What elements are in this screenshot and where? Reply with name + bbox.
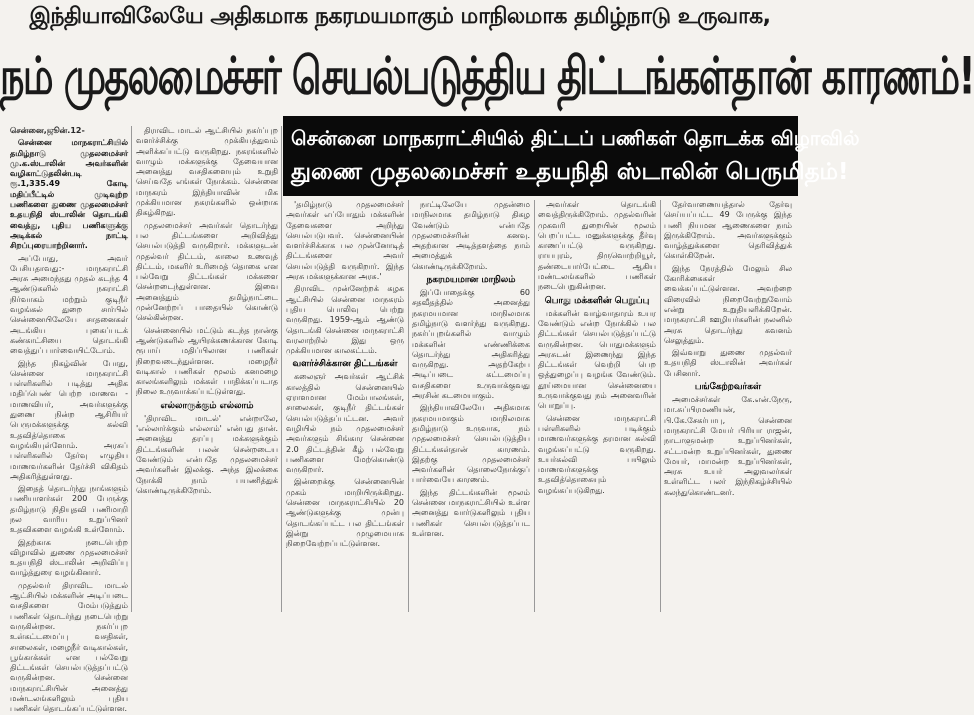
subheadline-line-2: துணை முதலமைச்சர் உதயநிதி ஸ்டாலின் பெருமிதம்! [291, 159, 849, 185]
article-column-6 [664, 200, 792, 614]
headline-kicker: இந்தியாவிலேயே அதிகமாக நகரமயமாகும் மாநிலமாக தமிழ்நாடு உருவாக, [29, 4, 771, 29]
article-column-1 [10, 126, 128, 714]
article-paragraph: திராவிட மாடல் ஆட்சியில் நகர்ப்புற வளர்ச்சிக்கு முக்கியத்துவம் அளிக்கப்பட்டு வருகிறது. நகரங்களில் வாழும் மக்களுக்கு தேவையான அனைத்து வசதிகளையும் உறுதி செய்வதே எங்கள் நோக்கம். சென்னை மாநகரம் இந்தியாவின் மிக முக்கியமான நகரங்களில் ஒன்றாக திகழ்கிறது. [136, 126, 278, 218]
article-paragraph: அப்போது, அவர் பேசியதாவது:- மாநகராட்சி அரசு அமைந்தது முதல் கடந்த 4 ஆண்டுகளில் நகராட்சி நிர்வாகம் மற்றும் குடிநீர் வழங்கல் துறை சார்பில் சென்னையிலேயே சாதனைகள் அடங்கிய புகைப்படக் கண்காட்சியை தொடங்கி வைத்துப் பார்வையிட்டோம். [10, 253, 128, 356]
article-column-4 [412, 200, 530, 614]
article-paragraph: இப்போதைக்கு 60 சதவீதத்தில் அனைத்து நகரமயமான மாநிலமாக தமிழ்நாடு வளர்ந்து வருகிறது. நகர்ப்புறங்களில் வாழும் மக்களின் எண்ணிக்கை தொடர்ந்து அதிகரித்து வருகிறது. அதற்கேற்ப அடிப்படை கட்டமைப்பு வசதிகளை உருவாக்குவது அரசின் கடமையாகும். [412, 288, 530, 401]
article-column-5 [538, 200, 656, 614]
article-paragraph: சென்னையில் மட்டும் கடந்த நான்கு ஆண்டுகளில் ஆயிரக்கணக்கான கோடி ரூபாய் மதிப்பிலான பணிகள் நிறைவடைந்துள்ளன. மழைநீர் வடிகால் பணிகள் மூலம் கனமழை காலங்களிலும் மக்கள் பாதிக்கப்படாத நிலை உருவாக்கப்பட்டுள்ளது. [136, 325, 278, 397]
column-divider [534, 200, 535, 612]
article-paragraph: இவ்வாறு துணை முதல்வர் உதயநிதி ஸ்டாலின் அவர்கள் பேசினார். [664, 348, 792, 378]
article-column-2 [136, 126, 278, 614]
article-paragraph: 'திராவிட மாடல்' என்றாலே, 'எல்லார்க்கும் எல்லாம்' என்பது தான். அனைத்து தரப்பு மக்களுக்கும் திட்டங்களின் பலன் சென்றடைய வேண்டும் என்பதே முதலமைச்சர் அவர்களின் இலக்கு. அந்த இலக்கை நோக்கி நாம் பயணித்துக் கொண்டிருக்கிறோம். [136, 413, 278, 495]
article-paragraph: தேர்வாணையத்தால் தேர்வு செய்யப்பட்ட 49 பேருக்கு இந்த பணி நியமன ஆணைகளை நாம் இருக்கிறோம். அவர்களுக்கும் வாழ்த்துக்களை தெரிவித்துக் கொள்கிறேன். [664, 200, 792, 261]
main-headline: நம் முதலமைச்சர் செயல்படுத்திய திட்டங்கள்தான் காரணம்! [0, 46, 974, 106]
column-divider [281, 126, 282, 612]
article-paragraph: இந்த திட்டங்களின் மூலம் சென்னை மாநகராட்சியில் உள்ள அனைத்து வார்டுகளிலும் புதிய பணிகள் செயல்படுத்தப்பட உள்ளன. [412, 487, 530, 538]
article-paragraph: இந்த நிகழ்வின் போது, சென்னை மாநகராட்சி பள்ளிகளில் படித்து அதிக மதிப்பெண் பெற்ற மாணவ - மாணவியர், அவர்களுக்கு துணை நின்ற ஆசிரியர் பெருமக்களுக்கு கல்வி உதவித்தொகை வழங்கியுள்ளோம். அரசுப் பள்ளிகளில் தேர்வு எழுதிய மாணவர்களின் தேர்ச்சி விகிதம் அதிகரித்துள்ளது. [10, 358, 128, 481]
subheadline-box [283, 116, 860, 196]
article-paragraph: நாட்டிலேயே முதன்மை மாநிலமாக தமிழ்நாடு திகழ வேண்டும் என்பதே முதலமைச்சரின் கனவு. அதற்கான அடித்தளத்தை நாம் அமைத்துக் கொண்டிருக்கிறோம். [412, 200, 530, 271]
article-paragraph: அமைச்சர்கள் கே.என்.நேரு, மா.சுப்பிரமணியன், பி.கே.சேகர்பாபு, சென்னை மாநகராட்சி மேயர் பிரியா ராஜன், நாடாளுமன்ற உறுப்பினர்கள், சட்டமன்ற உறுப்பினர்கள், துணை மேயர், மாமன்ற உறுப்பினர்கள், அரசு உயர் அலுவலர்கள் உள்ளிட்ட பலர் இந்நிகழ்ச்சியில் கலந்துகொண்டனர். [664, 395, 792, 497]
article-subheading: எல்லாருக்கும் எல்லாம் [160, 400, 254, 411]
subheadline-line-1: சென்னை மாநகராட்சியில் திட்டப் பணிகள் தொடக்க விழாவில் [291, 126, 860, 150]
article-paragraph: கலைஞர் அவர்கள் ஆட்சிக் காலத்தில் சென்னையில் ஏராளமான மேம்பாலங்கள், சாலைகள், குடிநீர் திட்டங்கள் செயல்படுத்தப்பட்டன. அவர் வழியில் நம் முதலமைச்சர் அவர்களும் சிங்கார சென்னை 2.0 திட்டத்தின் கீழ் பல்வேறு பணிகளை மேற்கொண்டு வருகிறார். [286, 372, 404, 475]
article-paragraph: இதைத் தொடர்ந்து நாங்களும் பணியாளர்கள் 200 பேருக்கு தமிழ்நாடு நிதியுதவி பணிமாறி நல வாரிய உறுப்பினர் உதவிகளை வழங்கி உள்ளோம். [10, 484, 128, 535]
article-subheading: பொது மக்களின் பெறுப்பு [544, 295, 650, 306]
article-paragraph: இந்த நேரத்தில் மேலும் சில கோரிக்கைகள் வைக்கப்பட்டுள்ளன. அவற்றை விரைவில் நிறைவேற்றுவோம் என்று உறுதியளிக்கிறேன். மாநகராட்சி ஊழியர்களின் நலனில் அரசு தொடர்ந்து கவனம் செலுத்தும். [664, 263, 792, 345]
article-paragraph: இந்தியாவிலேயே அதிகமாக நகரமயமாகும் மாநிலமாக தமிழ்நாடு உருவாக, நம் முதலமைச்சர் செயல்படுத்திய திட்டங்கள்தான் காரணம். இதற்கு முதலமைச்சர் அவர்களின் தொலைநோக்குப் பார்வையே காரணம். [412, 403, 530, 485]
column-divider [131, 126, 132, 612]
article-lead-paragraph: சென்னை மாநகராட்சியில் தமிழ்நாடு முதலமைச்சர் மு.க.ஸ்டாலின் அவர்களின் வழிகாட்டுதலின்படி ரூ.1,335.49 கோடி மதிப்பீட்டில் முடிவுற்ற பணிகளை துணை முதலமைச்சர் உதயநிதி ஸ்டாலின் தொடங்கி வைத்து, புதிய பணிகளுக்கு அடிக்கல் நாட்டி சிறப்புரையாற்றினார். [10, 138, 128, 251]
article-subheading: வளர்ச்சிக்கான திட்டங்கள் [292, 359, 398, 370]
article-dateline: சென்னை,ஜூன்.12- [10, 126, 85, 135]
column-divider [660, 200, 661, 612]
article-paragraph: திராவிட முன்னேற்றக் கழக ஆட்சியில் சென்னை மாநகரம் புதிய பொலிவு பெற்று வருகிறது. 1959-ஆம் ஆண்டு தொடங்கி சென்னை மாநகராட்சி வரலாற்றில் இது ஒரு முக்கியமான காலகட்டம். [286, 284, 404, 356]
article-paragraph: அவர்கள் தொடங்கி வைத்திருக்கிறோம். முதல்வரின் முகவரி துறையின் மூலம் பெறப்பட்ட மனுக்களுக்கு தீர்வு காணப்பட்டு வருகிறது. ராயபுரம், திருவொற்றியூர், தண்டையார்பேட்டை ஆகிய மண்டலங்களில் பணிகள் நடைபெறுகின்றன. [538, 200, 656, 292]
article-paragraph: 'தமிழ்நாடு முதலமைச்சர் அவர்கள் எப்போதும் மக்களின் தேவைகளை அறிந்து செயல்படுபவர். சென்னையின் வளர்ச்சிக்காக பல முன்னோடித் திட்டங்களை அவர் செயல்படுத்தி வருகிறார். இந்த அரசு மக்களுக்கான அரசு.' [286, 200, 404, 282]
article-paragraph: இதற்காக நடைபெற்ற விழாவில் துணை முதலமைச்சர் உதயநிதி ஸ்டாலின் அறிவிப்பு வாழ்த்துரை வழங்கினார். [10, 537, 128, 578]
article-paragraph: முதல்வர் திராவிட மாடல் ஆட்சியில் மக்களின் அடிப்படை வசதிகளை மேம்படுத்தும் பணிகள் தொடர்ந்து நடைபெற்று வருகின்றன. நகர்ப்புற உள்கட்டமைப்பு வசதிகள், சாலைகள், மழைநீர் வடிகால்கள், பூங்காக்கள் என பல்வேறு திட்டங்கள் செயல்படுத்தப்பட்டு வருகின்றன. சென்னை மாநகராட்சியின் அனைத்து மண்டலங்களிலும் புதிய பணிகள் தொடங்கப்பட்டுள்ளன. [10, 580, 128, 714]
article-column-3 [286, 200, 404, 614]
article-subheading: பங்கேற்றவர்கள் [694, 382, 762, 393]
column-divider [408, 200, 409, 612]
article-paragraph: சென்னை மாநகராட்சி பள்ளிகளில் படிக்கும் மாணவர்களுக்கு தரமான கல்வி வழங்கப்பட்டு வருகிறது. உயர்கல்வி பயிலும் மாணவர்களுக்கு உதவித்தொகையும் வழங்கப்படுகிறது. [538, 413, 656, 495]
article-paragraph: மக்களின் வாழ்வாதாரம் உயர வேண்டும் என்ற நோக்கில் பல திட்டங்கள் செயல்படுத்தப்பட்டு வருகின்றன. பொதுமக்களும் அரசுடன் இணைந்து இந்த திட்டங்கள் வெற்றி பெற ஒத்துழைப்பு வழங்க வேண்டும். தூய்மையான சென்னையை உருவாக்குவது நம் அனைவரின் பொறுப்பு. [538, 308, 656, 411]
article-paragraph: முதலமைச்சர் அவர்கள் தொடர்ந்து பல திட்டங்களை அறிவித்து செயல்படுத்தி வருகிறார். மக்களுடன் முதல்வர் திட்டம், காலை உணவுத் திட்டம், மகளிர் உரிமைத் தொகை என பல்வேறு திட்டங்கள் மக்களை சென்றடைந்துள்ளன. இவை அனைத்தும் தமிழ்நாட்டை முன்னேற்றப் பாதையில் கொண்டு செல்கின்றன. [136, 220, 278, 323]
article-paragraph: இன்றைக்கு சென்னையின் முகம் மாறியிருக்கிறது. சென்னை மாநகராட்சியில் 20 ஆண்டுகளுக்கு முன்பு தொடங்கப்பட்ட பல திட்டங்கள் இன்று முழுமையாக நிறைவேற்றப்பட்டுள்ளன. [286, 477, 404, 549]
article-subheading: நகரமயமான மாநிலம் [426, 275, 516, 286]
